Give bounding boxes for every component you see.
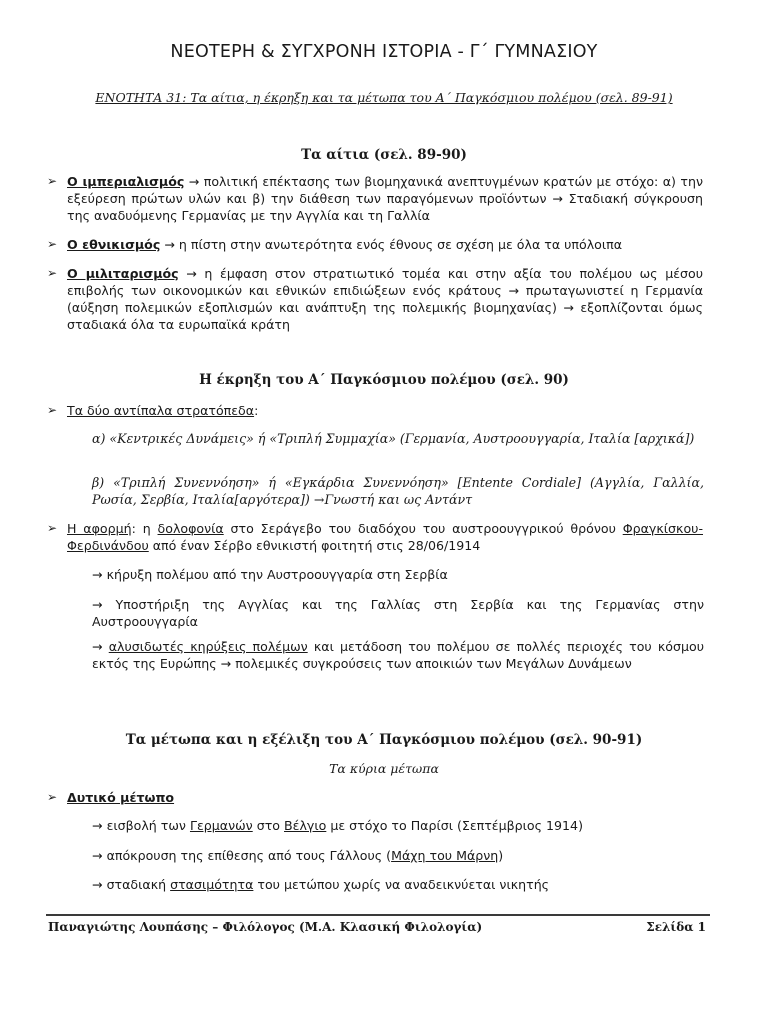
militarism-text-3: εξοπλίζονται όμως σταδιακά όλα τα ευρωπαϊκά κράτη [67,300,703,332]
arrow-icon: → [563,300,574,315]
document-title: ΝΕΟΤΕΡΗ & ΣΥΓΧΡΟΝΗ ΙΣΤΟΡΙΑ - Γ΄ ΓΥΜΝΑΣΙΟΥ [170,42,598,62]
arrow-icon: → [186,266,197,281]
footer-author: Παναγιώτης Λουπάσης – Φιλόλογος (Μ.Α. Κλασική Φιλολογία) [48,920,483,934]
section-causes-title: Τα αίτια (σελ. 89-90) [301,147,467,163]
consequence-1-text: κήρυξη πολέμου από την Αυστροουγγαρία στη Σερβία [102,567,448,582]
arrow-icon: → [92,567,103,582]
arrow-icon: → [92,639,103,654]
consequence-3 [92,638,704,672]
germans: Γερμανών [189,818,253,833]
term-militarism: Ο μιλιταρισμός [67,266,179,281]
section-fronts-title: Τα μέτωπα και η εξέλιξη του Α΄ Παγκόσμιου πολέμου (σελ. 90-91) [125,732,643,748]
camp-b-text: β) «Τριπλή Συνεννόηση» ή «Εγκάρδια Συνεννόηση» [Entente Cordiale] (Αγγλία, Γαλλία, Ρωσία, Σερβία, Ιταλία[αργότερα]) [92,475,704,507]
consequence-3-text-2: πολεμικές συγκρούσεις των αποικιών των Μεγάλων Δυνάμεων [231,656,632,671]
western-1-text-3: με στόχο το Παρίσι (Σεπτέμβριος 1914) [326,818,583,833]
bullet-arrow-icon: ➢ [47,521,58,535]
consequence-2-text: Υποστήριξη της Αγγλίας και της Γαλλίας στη Σερβία και της Γερμανίας στην Αυστροουγγαρία [92,597,704,629]
trigger-text-3: από έναν Σέρβο εθνικιστή φοιτητή στις 28/06/1914 [148,538,481,553]
arrow-icon: → [164,237,175,252]
camp-b-tail: Γνωστή και ως Αντάντ [324,492,473,507]
trigger-murder: δολοφονία [157,521,224,536]
arrow-icon: → [92,848,103,863]
consequence-2 [92,596,704,630]
footer-page-number: Σελίδα 1 [646,920,706,934]
bullet-arrow-icon: ➢ [47,237,58,251]
cause-nationalism [47,236,703,253]
imperialism-text: πολιτική επέκτασης των βιομηχανικά ανεπτυγμένων κρατών με στόχο: α) την εξεύρεση πρώτων υλών και β) την διάθεση των παραγόμενων προϊόντων [67,174,703,206]
western-1 [92,817,704,834]
bullet-arrow-icon: ➢ [47,174,58,188]
camps-label: Τα δύο αντίπαλα στρατόπεδα [67,403,255,418]
cause-imperialism [47,173,703,224]
bullet-arrow-icon: ➢ [47,266,58,280]
western-front [47,789,703,806]
belgium: Βέλγιο [284,818,327,833]
arrow-icon: → [313,492,325,507]
western-3-text-2: του μετώπου χωρίς να αναδεικνύεται νικητής [253,877,550,892]
section-outbreak-title: Η έκρηξη του Α΄ Παγκόσμιου πολέμου (σελ. 90) [199,372,569,388]
trigger-name: Φραγκίσκου-Φερδινάνδου [67,521,703,553]
arrow-icon: → [552,191,563,206]
unit-heading: ΕΝΟΤΗΤΑ 31: Τα αίτια, η έκρηξη και τα μέτωπα του Α΄ Παγκόσμιου πολέμου (σελ. 89-91) [95,90,673,105]
camps-colon: : [254,403,259,418]
nationalism-text: η πίστη στην ανωτερότητα ενός έθνους σε σχέση με όλα τα υπόλοιπα [174,237,623,252]
trigger-text: : η [131,521,158,536]
camp-a: α) «Κεντρικές Δυνάμεις» ή «Τριπλή Συμμαχία» (Γερμανία, Αυστροουγγαρία, Ιταλία [αρχικά]) [92,431,695,446]
footer-divider [46,914,710,916]
consequence-3-text: και μετάδοση του πολέμου σε πολλές περιοχές του κόσμου εκτός της Ευρώπης [92,639,704,671]
arrow-icon: → [508,283,520,298]
camp-b [92,474,704,508]
stagnation: στασιμότητα [170,877,254,892]
arrow-icon: → [220,656,232,671]
two-camps [47,402,703,419]
bullet-arrow-icon: ➢ [47,403,58,417]
militarism-text-2: πρωταγωνιστεί η Γερμανία (αύξηση πολεμικών εξοπλισμών και ανάπτυξη της πολεμικής βιομηχανίας) [67,283,703,315]
battle-marne: Μάχη του Μάρνη [391,848,499,863]
trigger [47,520,703,554]
section-fronts-subtitle: Τα κύρια μέτωπα [329,761,439,776]
arrow-icon: → [92,877,103,892]
western-3 [92,876,704,893]
chain-declarations: αλυσιδωτές κηρύξεις πολέμων [108,639,308,654]
trigger-text-2: στο Σεράγεβο του διαδόχου του αυστροουγγρικού θρόνου [223,521,623,536]
trigger-label: Η αφορμή [67,521,132,536]
arrow-icon: → [92,597,103,612]
arrow-icon: → [92,818,103,833]
consequence-1 [92,566,704,583]
western-2-text-2: ) [498,848,504,863]
western-3-text: σταδιακή [102,877,171,892]
western-2-text: απόκρουση της επίθεσης από τους Γάλλους ( [102,848,392,863]
western-2 [92,847,704,864]
militarism-text: η έμφαση στον στρατιωτικό τομέα και στην αξία του πολέμου ως μέσου επιβολής των οικονομικών και εθνικών επιδιώξεων ενός κράτους [67,266,703,298]
imperialism-text-2: Σταδιακή σύγκρουση της αναδυόμενης Γερμανίας με την Αγγλία και τη Γαλλία [67,191,703,223]
cause-militarism [47,265,703,333]
arrow-icon: → [188,174,200,189]
western-1-text-2: στο [252,818,284,833]
term-western-front: Δυτικό μέτωπο [67,790,175,805]
term-imperialism: Ο ιμπεριαλισμός [67,174,185,189]
bullet-arrow-icon: ➢ [47,790,58,804]
term-nationalism: Ο εθνικισμός [67,237,161,252]
western-1-text: εισβολή των [102,818,190,833]
